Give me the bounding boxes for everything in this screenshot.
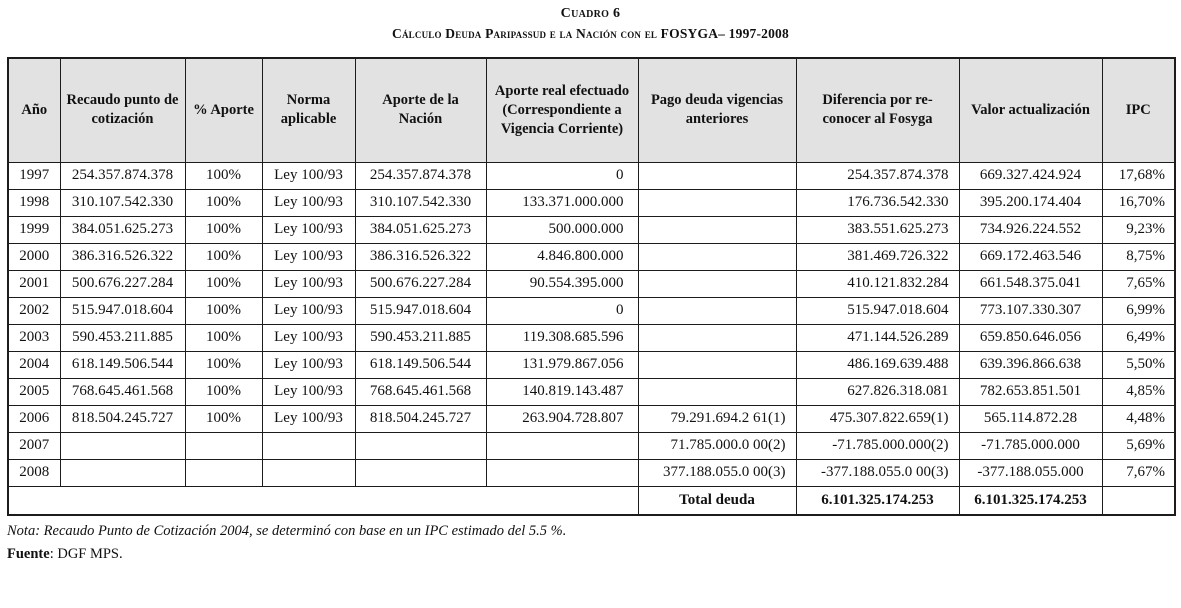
table-cell: 90.554.395.000 bbox=[486, 270, 638, 297]
table-cell: 384.051.625.273 bbox=[355, 216, 486, 243]
table-cell: 100% bbox=[185, 405, 262, 432]
data-table bbox=[7, 57, 1176, 516]
table-cell: Ley 100/93 bbox=[262, 378, 355, 405]
table-cell: 4,85% bbox=[1102, 378, 1175, 405]
table-cell: Ley 100/93 bbox=[262, 189, 355, 216]
total-ipc-cell bbox=[1102, 486, 1175, 515]
table-row bbox=[8, 216, 1175, 243]
table-cell bbox=[486, 432, 638, 459]
table-header bbox=[8, 58, 1175, 162]
table-cell bbox=[638, 162, 796, 189]
table-cell: 669.172.463.546 bbox=[959, 243, 1102, 270]
source-rest: : DGF MPS. bbox=[49, 546, 123, 562]
table-cell bbox=[638, 270, 796, 297]
column-header: % Aporte bbox=[185, 58, 262, 162]
table-cell: 818.504.245.727 bbox=[60, 405, 185, 432]
column-header: Recaudo punto de cotización bbox=[60, 58, 185, 162]
total-label: Total deuda bbox=[638, 486, 796, 515]
table-cell: 669.327.424.924 bbox=[959, 162, 1102, 189]
table-cell: 100% bbox=[185, 351, 262, 378]
table-cell bbox=[262, 432, 355, 459]
table-cell: 659.850.646.056 bbox=[959, 324, 1102, 351]
total-diferencia-value: 6.101.325.174.253 bbox=[796, 486, 959, 515]
table-cell: 131.979.867.056 bbox=[486, 351, 638, 378]
table-cell: 310.107.542.330 bbox=[60, 189, 185, 216]
table-cell: 618.149.506.544 bbox=[355, 351, 486, 378]
table-cell: 386.316.526.322 bbox=[355, 243, 486, 270]
source-text bbox=[7, 546, 1174, 563]
table-cell: 6,49% bbox=[1102, 324, 1175, 351]
table-cell: -71.785.000.000(2) bbox=[796, 432, 959, 459]
table-cell: 383.551.625.273 bbox=[796, 216, 959, 243]
table-cell: 5,50% bbox=[1102, 351, 1175, 378]
table-cell: 381.469.726.322 bbox=[796, 243, 959, 270]
table-cell: 0 bbox=[486, 162, 638, 189]
table-cell: 17,68% bbox=[1102, 162, 1175, 189]
table-cell: 475.307.822.659(1) bbox=[796, 405, 959, 432]
table-cell: 133.371.000.000 bbox=[486, 189, 638, 216]
table-cell: 377.188.055.0 00(3) bbox=[638, 459, 796, 486]
table-cell: 486.169.639.488 bbox=[796, 351, 959, 378]
table-cell: 386.316.526.322 bbox=[60, 243, 185, 270]
table-cell: 500.000.000 bbox=[486, 216, 638, 243]
table-cell: 119.308.685.596 bbox=[486, 324, 638, 351]
table-cell: 639.396.866.638 bbox=[959, 351, 1102, 378]
table-cell: Ley 100/93 bbox=[262, 243, 355, 270]
table-cell: 515.947.018.604 bbox=[355, 297, 486, 324]
column-header: Aporte real efectuado (Correspondiente a Vigencia Corriente) bbox=[486, 58, 638, 162]
note-text: Nota: Recaudo Punto de Cotización 2004, se determinó con base en un IPC estimado del 5.5 %. bbox=[7, 523, 567, 539]
table-cell bbox=[185, 432, 262, 459]
column-header: Pago deuda vigencias anteriores bbox=[638, 58, 796, 162]
table-cell: 4.846.800.000 bbox=[486, 243, 638, 270]
column-header: IPC bbox=[1102, 58, 1175, 162]
table-cell: 2008 bbox=[8, 459, 60, 486]
table-cell: 384.051.625.273 bbox=[60, 216, 185, 243]
table-cell: 565.114.872.28 bbox=[959, 405, 1102, 432]
table-cell: 773.107.330.307 bbox=[959, 297, 1102, 324]
table-cell: 818.504.245.727 bbox=[355, 405, 486, 432]
column-header: Aporte de la Nación bbox=[355, 58, 486, 162]
table-cell bbox=[486, 459, 638, 486]
table-cell: 395.200.174.404 bbox=[959, 189, 1102, 216]
table-row bbox=[8, 162, 1175, 189]
table-cell: 100% bbox=[185, 378, 262, 405]
table-cell: 100% bbox=[185, 243, 262, 270]
table-cell: 100% bbox=[185, 189, 262, 216]
table-cell bbox=[638, 324, 796, 351]
table-cell: 0 bbox=[486, 297, 638, 324]
table-cell: 471.144.526.289 bbox=[796, 324, 959, 351]
table-row bbox=[8, 243, 1175, 270]
table-cell: 782.653.851.501 bbox=[959, 378, 1102, 405]
table-row bbox=[8, 297, 1175, 324]
table-cell bbox=[60, 459, 185, 486]
table-cell: 5,69% bbox=[1102, 432, 1175, 459]
table-cell: 254.357.874.378 bbox=[355, 162, 486, 189]
column-header: Año bbox=[8, 58, 60, 162]
table-row bbox=[8, 324, 1175, 351]
table-cell: 2003 bbox=[8, 324, 60, 351]
header-row bbox=[8, 58, 1175, 162]
table-cell: 590.453.211.885 bbox=[355, 324, 486, 351]
table-cell bbox=[185, 459, 262, 486]
table-cell: 7,67% bbox=[1102, 459, 1175, 486]
table-cell bbox=[638, 351, 796, 378]
table-cell: 9,23% bbox=[1102, 216, 1175, 243]
table-cell: 768.645.461.568 bbox=[355, 378, 486, 405]
table-cell: -377.188.055.000 bbox=[959, 459, 1102, 486]
total-row bbox=[8, 486, 1175, 515]
table-cell: 410.121.832.284 bbox=[796, 270, 959, 297]
table-row bbox=[8, 405, 1175, 432]
table-cell bbox=[60, 432, 185, 459]
column-header: Valor actualización bbox=[959, 58, 1102, 162]
table-cell bbox=[262, 459, 355, 486]
table-cell: 79.291.694.2 61(1) bbox=[638, 405, 796, 432]
table-cell: 2000 bbox=[8, 243, 60, 270]
total-valor-value: 6.101.325.174.253 bbox=[959, 486, 1102, 515]
table-cell: 1998 bbox=[8, 189, 60, 216]
table-cell: 100% bbox=[185, 297, 262, 324]
table-cell: Ley 100/93 bbox=[262, 216, 355, 243]
table-cell: 515.947.018.604 bbox=[796, 297, 959, 324]
table-cell: Ley 100/93 bbox=[262, 324, 355, 351]
source-label: Fuente bbox=[7, 546, 50, 562]
table-cell: 7,65% bbox=[1102, 270, 1175, 297]
table-cell: 2005 bbox=[8, 378, 60, 405]
table-cell: 627.826.318.081 bbox=[796, 378, 959, 405]
table-row bbox=[8, 378, 1175, 405]
table-cell: 2007 bbox=[8, 432, 60, 459]
table-cell: 515.947.018.604 bbox=[60, 297, 185, 324]
table-cell: 254.357.874.378 bbox=[60, 162, 185, 189]
table-row bbox=[8, 270, 1175, 297]
table-cell: 618.149.506.544 bbox=[60, 351, 185, 378]
table-cell: 6,99% bbox=[1102, 297, 1175, 324]
table-cell: 100% bbox=[185, 162, 262, 189]
table-cell: Ley 100/93 bbox=[262, 405, 355, 432]
table-cell: 2006 bbox=[8, 405, 60, 432]
table-cell: Ley 100/93 bbox=[262, 297, 355, 324]
table-cell: 500.676.227.284 bbox=[60, 270, 185, 297]
table-cell bbox=[355, 459, 486, 486]
table-row bbox=[8, 351, 1175, 378]
table-cell: 100% bbox=[185, 270, 262, 297]
table-title: Cuadro 6 bbox=[560, 6, 621, 21]
table-cell: 2002 bbox=[8, 297, 60, 324]
table-cell bbox=[638, 378, 796, 405]
table-cell: 100% bbox=[185, 216, 262, 243]
table-cell: 71.785.000.0 00(2) bbox=[638, 432, 796, 459]
table-row bbox=[8, 459, 1175, 486]
table-cell bbox=[355, 432, 486, 459]
table-cell bbox=[638, 189, 796, 216]
table-cell bbox=[638, 297, 796, 324]
table-cell: 590.453.211.885 bbox=[60, 324, 185, 351]
table-cell: 4,48% bbox=[1102, 405, 1175, 432]
table-cell bbox=[638, 216, 796, 243]
total-empty-cell bbox=[8, 486, 638, 515]
table-cell: 254.357.874.378 bbox=[796, 162, 959, 189]
table-cell: 1999 bbox=[8, 216, 60, 243]
table-cell: Ley 100/93 bbox=[262, 270, 355, 297]
table-cell: 263.904.728.807 bbox=[486, 405, 638, 432]
table-cell: 661.548.375.041 bbox=[959, 270, 1102, 297]
column-header: Norma aplicable bbox=[262, 58, 355, 162]
table-cell: -377.188.055.0 00(3) bbox=[796, 459, 959, 486]
table-subtitle: Cálculo Deuda Paripassud e la Nación con el FOSYGA– 1997-2008 bbox=[392, 26, 789, 41]
table-cell: 2001 bbox=[8, 270, 60, 297]
table-cell: 1997 bbox=[8, 162, 60, 189]
table-cell: 100% bbox=[185, 324, 262, 351]
table-row bbox=[8, 189, 1175, 216]
table-row bbox=[8, 432, 1175, 459]
table-cell: 310.107.542.330 bbox=[355, 189, 486, 216]
table-cell: 140.819.143.487 bbox=[486, 378, 638, 405]
table-cell: 768.645.461.568 bbox=[60, 378, 185, 405]
table-cell: 176.736.542.330 bbox=[796, 189, 959, 216]
table-cell: 2004 bbox=[8, 351, 60, 378]
table-body bbox=[8, 162, 1175, 515]
table-cell: 734.926.224.552 bbox=[959, 216, 1102, 243]
table-cell: Ley 100/93 bbox=[262, 351, 355, 378]
column-header: Diferencia por re-conocer al Fosyga bbox=[796, 58, 959, 162]
table-cell: 500.676.227.284 bbox=[355, 270, 486, 297]
table-cell: 8,75% bbox=[1102, 243, 1175, 270]
table-cell: Ley 100/93 bbox=[262, 162, 355, 189]
table-cell: -71.785.000.000 bbox=[959, 432, 1102, 459]
table-cell: 16,70% bbox=[1102, 189, 1175, 216]
table-cell bbox=[638, 243, 796, 270]
